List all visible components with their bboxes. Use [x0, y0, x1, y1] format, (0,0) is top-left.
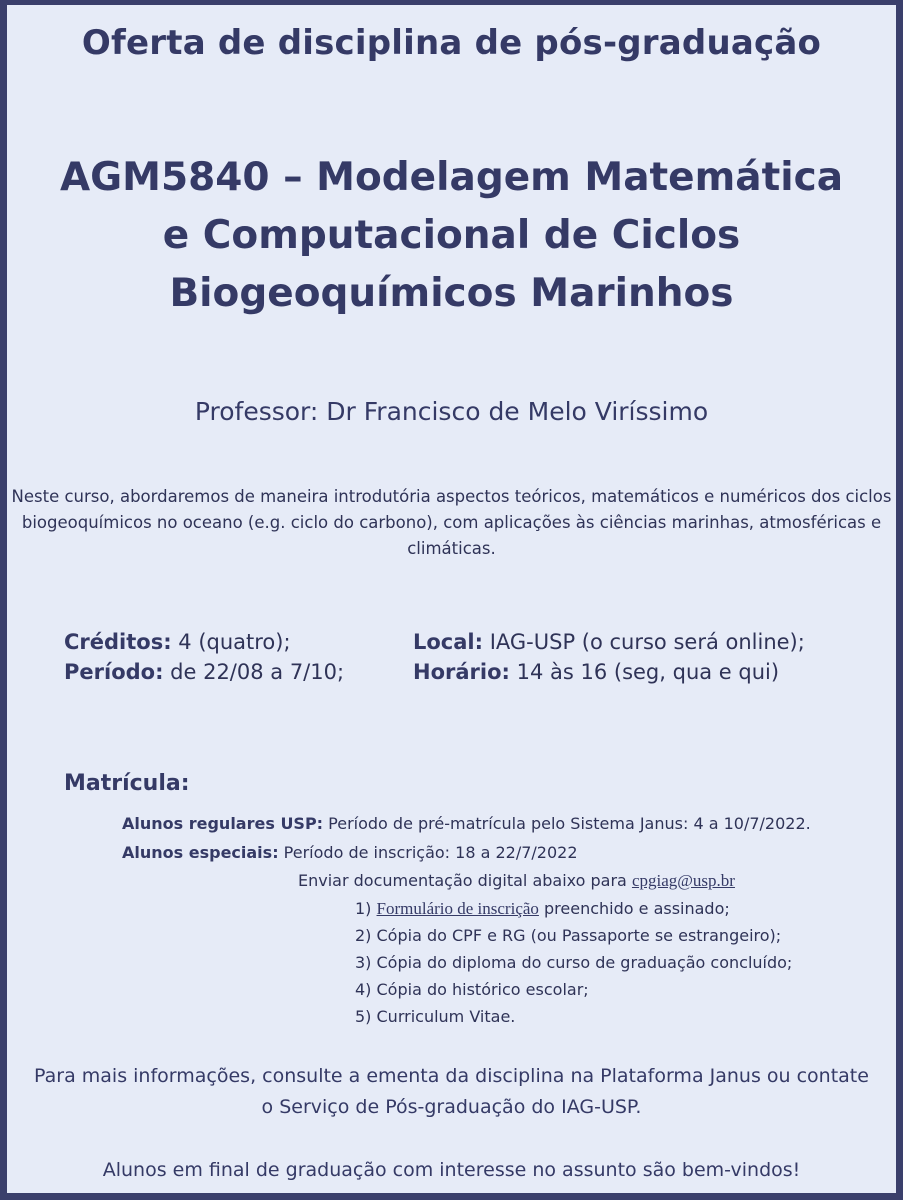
course-title-line: Biogeoquímicos Marinhos	[169, 271, 734, 316]
details-left	[64, 627, 344, 687]
documents-list	[355, 895, 792, 1030]
periodo-label: Período:	[64, 660, 164, 684]
especiais-label: Alunos especiais:	[122, 843, 279, 862]
periodo-row	[64, 657, 344, 687]
list-item: 3) Cópia do diploma do curso de graduação concluído;	[355, 953, 793, 972]
page-title: Oferta de disciplina de pós-graduação	[81, 23, 822, 63]
especiais-line	[122, 839, 578, 866]
formulario-link[interactable]: Formulário de inscrição	[376, 899, 539, 918]
regulares-line	[122, 810, 811, 837]
email-link[interactable]: cpgiag@usp.br	[631, 871, 735, 890]
list-item: 4) Cópia do histórico escolar;	[355, 980, 589, 999]
creditos-value: 4 (quatro);	[171, 630, 291, 654]
footer-welcome: Alunos em final de graduação com interesse no assunto são bem-vindos!	[102, 1159, 801, 1181]
course-title-line: e Computacional de Ciclos	[162, 213, 741, 258]
course-description: Neste curso, abordaremos de maneira introdutória aspectos teóricos, matemáticos e numéricos dos ciclos biogeoquímicos no oceano (e.g. ciclo do carbono), com aplicações às ciências marinhas, atmosféricas e climáticas.	[11, 487, 892, 558]
enviar-text: Enviar documentação digital abaixo para	[298, 871, 632, 890]
regulares-text: Período de pré-matrícula pelo Sistema Janus: 4 a 10/7/2022.	[323, 814, 811, 833]
flyer	[7, 5, 896, 1193]
regulares-label: Alunos regulares USP:	[122, 814, 324, 833]
details-right	[413, 627, 805, 687]
horario-value: 14 às 16 (seg, qua e qui)	[509, 660, 780, 684]
footer-info: Para mais informações, consulte a ementa da disciplina na Plataforma Janus ou contate o Serviço de Pós-graduação do IAG-USP.	[34, 1065, 869, 1118]
local-row	[413, 627, 805, 657]
course-title-line: AGM5840 – Modelagem Matemática	[59, 155, 844, 200]
enviar-line	[298, 867, 735, 894]
creditos-label: Créditos:	[64, 630, 172, 654]
list-item: 5) Curriculum Vitae.	[355, 1007, 516, 1026]
course-title	[7, 149, 896, 323]
professor-name: Professor: Dr Francisco de Melo Viríssimo	[194, 397, 709, 426]
horario-row	[413, 657, 805, 687]
list-item	[355, 895, 792, 922]
local-label: Local:	[413, 630, 484, 654]
especiais-text: Período de inscrição: 18 a 22/7/2022	[278, 843, 578, 862]
local-value: IAG-USP (o curso será online);	[483, 630, 805, 654]
matricula-title: Matrícula:	[64, 771, 190, 796]
creditos-row	[64, 627, 344, 657]
horario-label: Horário:	[413, 660, 510, 684]
list-item: 2) Cópia do CPF e RG (ou Passaporte se estrangeiro);	[355, 926, 782, 945]
item-number: 1)	[355, 899, 377, 918]
item-text: preenchido e assinado;	[538, 899, 730, 918]
periodo-value: de 22/08 a 7/10;	[163, 660, 345, 684]
